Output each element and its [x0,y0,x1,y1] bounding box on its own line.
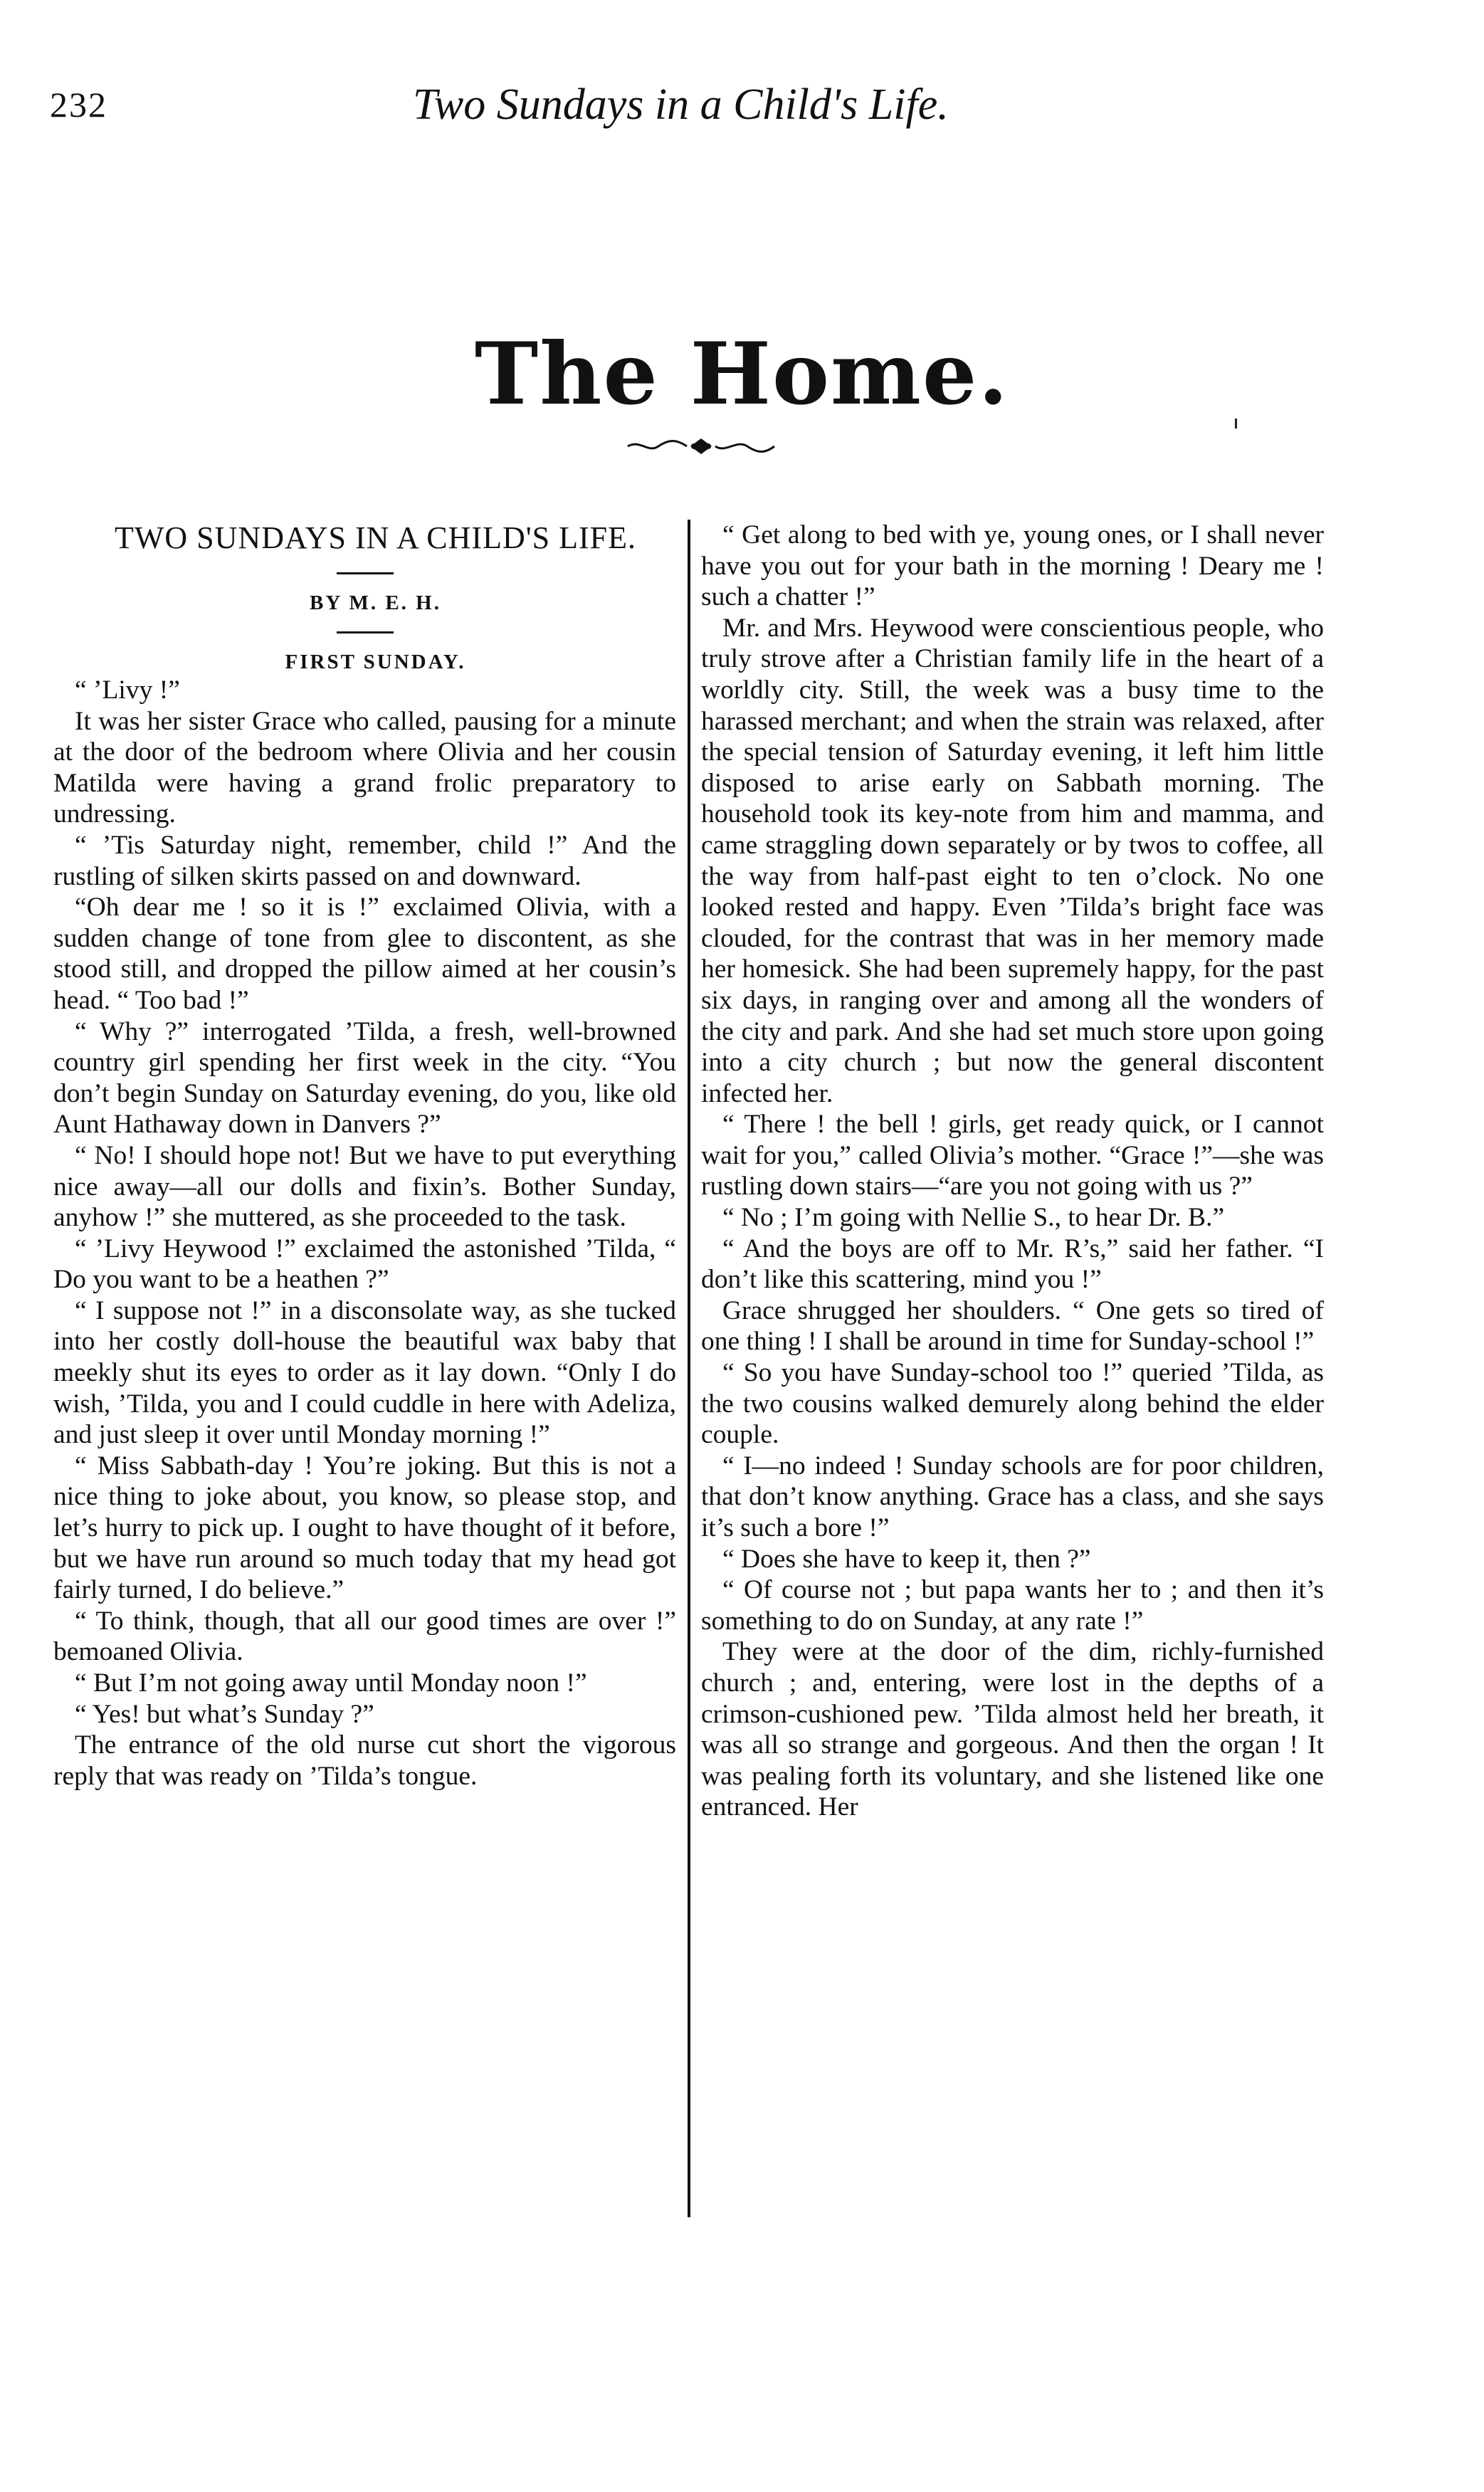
paragraph: “ Yes! but what’s Sunday ?” [75,1699,374,1729]
section-title: The Home. [474,324,1010,424]
paragraph: “ Of course not ; but papa wants her to ; and then it’s something to do on Sunday, at any rate !” [701,1575,1324,1636]
article-byline: BY M. E. H. [310,592,441,614]
paragraph: “ I suppose not !” in a disconsolate way, as she tucked into her costly doll-house the beautiful wax baby that meekly shut its eyes to order as it lay down. “Only I do wish, ’Tilda, you and I could cuddle in here with Adeliza, and just sleep it over until Monday morning !” [53,1295,676,1450]
title-rule [337,572,394,574]
article-right-column [701,520,1324,1823]
page-number: 232 [50,85,107,125]
paragraph: “ So you have Sunday-school too !” queried ’Tilda, as the two cousins walked demurely along behind the elder couple. [701,1358,1324,1450]
paragraph: “Oh dear me ! so it is !” exclaimed Olivia, with a sudden change of tone from glee to discontent, as she stood still, and dropped the pillow aimed at her cousin’s head. “ Too bad !” [53,893,676,1015]
paragraph: It was her sister Grace who called, pausing for a minute at the door of the bedroom where Olivia and her cousin Matilda were having a grand frolic preparatory to undressing. [53,706,676,829]
paragraph: “ To think, though, that all our good times are over !” bemoaned Olivia. [53,1606,676,1667]
article-title: TWO SUNDAYS IN A CHILD'S LIFE. [114,520,636,555]
paragraph: “ ’Livy Heywood !” exclaimed the astonished ’Tilda, “ Do you want to be a heathen ?” [53,1234,676,1295]
paragraph: “ But I’m not going away until Monday noon !” [75,1668,587,1698]
paragraph: “ No ; I’m going with Nellie S., to hear Dr. B.” [722,1203,1225,1233]
paragraph: The entrance of the old nurse cut short the vigorous reply that was ready on ’Tilda’s tongue. [53,1730,676,1791]
running-head: Two Sundays in a Child's Life. [413,80,949,129]
paragraph: “ There ! the bell ! girls, get ready quick, or I cannot wait for you,” called Olivia’s mother. “Grace !”—she was rustling down stairs—“are you not going with us ?” [701,1110,1324,1202]
column-divider [688,520,690,2217]
paragraph: “ Get along to bed with ye, young ones, or I shall never have you out for your bath in the morning ! Deary me ! such a chatter !” [701,520,1324,612]
stray-mark [1235,419,1237,429]
byline-rule [337,631,394,633]
paragraph: “ I—no indeed ! Sunday schools are for poor children, that don’t know anything. Grace has a class, and she says it’s such a bore !” [701,1451,1324,1542]
paragraph: “ ’Tis Saturday night, remember, child !” And the rustling of silken skirts passed on and downward. [53,830,676,891]
paragraph: “ And the boys are off to Mr. R’s,” said her father. “I don’t like this scattering, mind you !” [701,1234,1324,1295]
article-left-column [53,520,676,1792]
ornament-flourish-icon [626,436,776,457]
paragraph: Mr. and Mrs. Heywood were conscientious people, who truly strove after a Christian family life in the heart of a worldly city. Still, the week was a busy time to the harassed merchant; and when the strain was relaxed, after the special tension of Saturday evening, it left him little disposed to arise early on Sabbath morning. The household took its key-note from him and mamma, and came straggling down separately or by twos to coffee, all the way from half-past eight to ten o’clock. No one looked rested and happy. Even ’Tilda’s bright face was clouded, for the contrast that was in her memory made her homesick. She had been supremely happy, for the past six days, in ranging over and among all the wonders of the city and park. And she had set much store upon going into a city church ; but now the general discontent infected her. [701,613,1324,1108]
paragraph: “ No! I should hope not! But we have to put everything nice away—all our dolls and fixin’s. Bother Sunday, anyhow !” she muttered, as she proceeded to the task. [53,1140,676,1233]
article-subheading: FIRST SUNDAY. [285,651,466,673]
paragraph: They were at the door of the dim, richly-furnished church ; and, entering, were lost in the depths of a crimson-cushioned pew. ’Tilda almost held her breath, it was all so strange and gorgeous. And then the organ ! It was pealing forth its voluntary, and she listened like one entranced. Her [701,1637,1324,1822]
paragraph: Grace shrugged her shoulders. “ One gets so tired of one thing ! I shall be around in time for Sunday-school !” [701,1295,1324,1357]
paragraph: “ Does she have to keep it, then ?” [722,1544,1091,1574]
paragraph: “ Miss Sabbath-day ! You’re joking. But this is not a nice thing to joke about, you know, so please stop, and let’s hurry to pick up. I ought to have thought of it before, but we have run around so much today that my head got fairly turned, I do believe.” [53,1451,676,1605]
paragraph: “ Why ?” interrogated ’Tilda, a fresh, well-browned country girl spending her first week in the city. “You don’t begin Sunday on Saturday evening, do you, like old Aunt Hathaway down in Danvers ?” [53,1016,676,1140]
paragraph: “ ’Livy !” [75,675,180,705]
